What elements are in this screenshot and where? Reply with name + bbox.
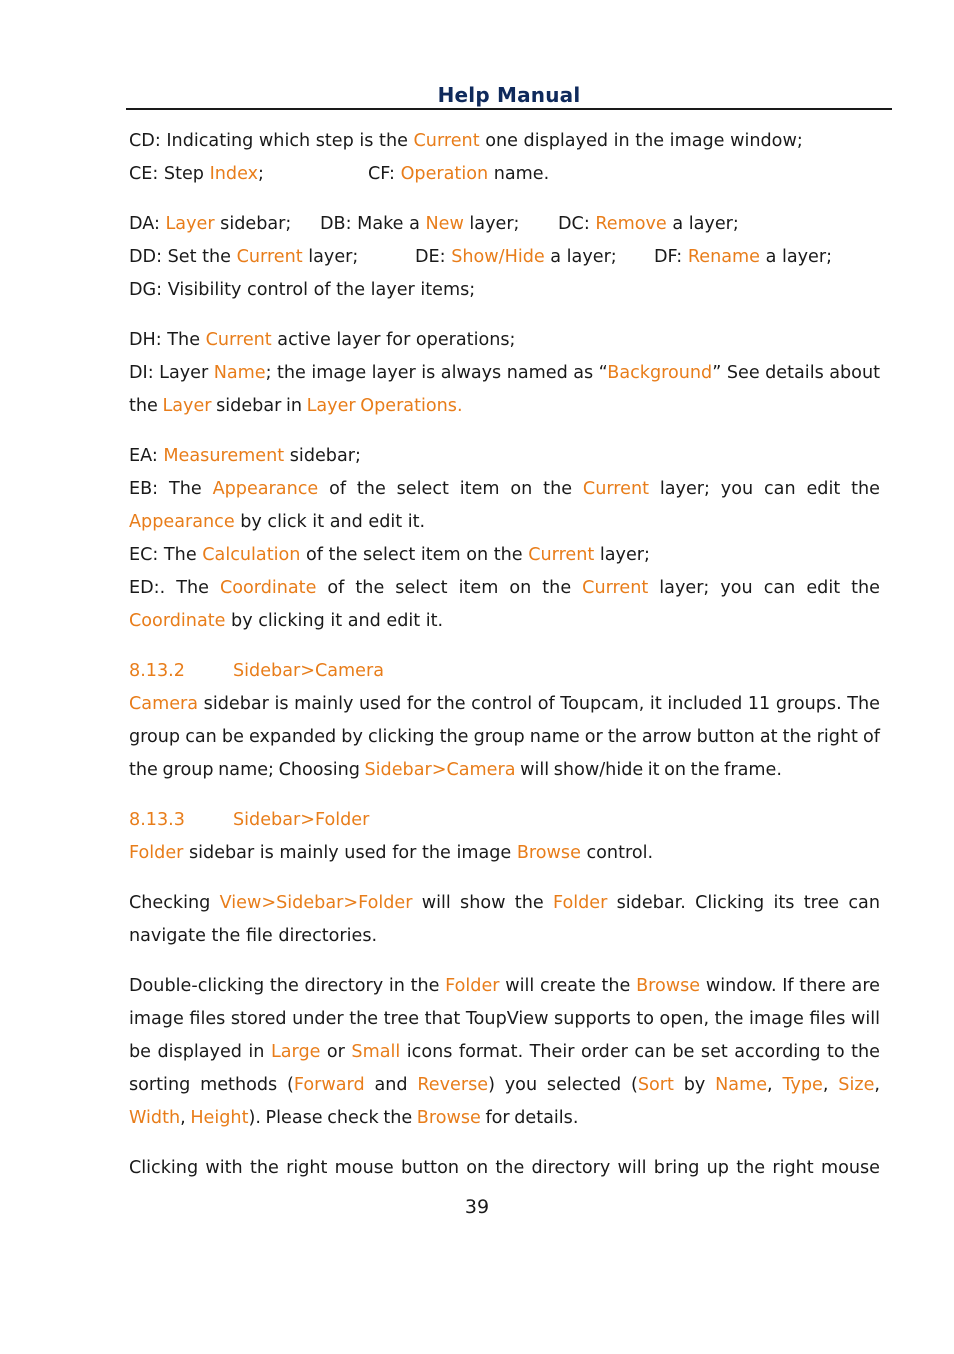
folder-paragraph-4: Clicking with the right mouse button on the directory will bring up the right mouse <box>129 1158 880 1178</box>
item-da: DA: Layer sidebar; <box>129 214 292 234</box>
item-de: DE: Show/Hide a layer; <box>415 247 617 267</box>
folder-paragraph-3: Double-clicking the directory in the Folder will create the Browse window. If there are image files stored under the tree that ToupView supports to open, the image files will be displayed in Large or Small icons format. Their order can be set according to the sorting methods (Forward and Reverse) you selected (Sort by Name, Type, Size, Width, Height). Please check the Browse for details. <box>129 976 880 1128</box>
item-ea: EA: Measurement sidebar; <box>129 446 361 466</box>
item-ce: CE: Step Index; <box>129 164 264 184</box>
page-header <box>126 82 892 110</box>
item-dd: DD: Set the Current layer; <box>129 247 359 267</box>
section-title: Sidebar>Folder <box>233 810 370 830</box>
item-ec: EC: The Calculation of the select item on the Current layer; <box>129 545 650 565</box>
item-dh: DH: The Current active layer for operations; <box>129 330 516 350</box>
item-ce-cf <box>129 158 880 191</box>
page-content <box>129 125 880 1185</box>
section-heading-folder <box>129 804 880 837</box>
item-di: DI: Layer Name; the image layer is always named as “Background” See details about the Layer sidebar in Layer Operations. <box>129 363 880 416</box>
item-df: DF: Rename a layer; <box>654 247 833 267</box>
camera-paragraph: Camera sidebar is mainly used for the control of Toupcam, it included 11 groups. The group can be expanded by clicking the group name or the arrow button at the right of the group name; Choosing Sidebar>Camera will show/hide it on the frame. <box>129 694 880 780</box>
item-eb: EB: The Appearance of the select item on the Current layer; you can edit the Appearance by click it and edit it. <box>129 479 880 532</box>
item-dg: DG: Visibility control of the layer items; <box>129 280 476 300</box>
folder-paragraph-1: Folder sidebar is mainly used for the image Browse control. <box>129 843 654 863</box>
header-title: Help Manual <box>437 83 581 107</box>
section-heading-camera <box>129 655 880 688</box>
section-number: 8.13.3 <box>129 810 185 830</box>
item-cd: CD: Indicating which step is the Current one displayed in the image window; <box>129 131 803 151</box>
item-db: DB: Make a New layer; <box>320 214 520 234</box>
item-da-db-dc <box>129 208 880 241</box>
section-number: 8.13.2 <box>129 661 185 681</box>
page-number: 39 <box>464 1196 490 1218</box>
folder-paragraph-2: Checking View>Sidebar>Folder will show the Folder sidebar. Clicking its tree can navigate the file directories. <box>129 893 880 946</box>
section-title: Sidebar>Camera <box>233 661 385 681</box>
item-dc: DC: Remove a layer; <box>558 214 739 234</box>
item-cf: CF: Operation name. <box>368 164 550 184</box>
item-ed: ED:. The Coordinate of the select item on the Current layer; you can edit the Coordinate by clicking it and edit it. <box>129 578 880 631</box>
item-dd-de-df <box>129 241 880 274</box>
